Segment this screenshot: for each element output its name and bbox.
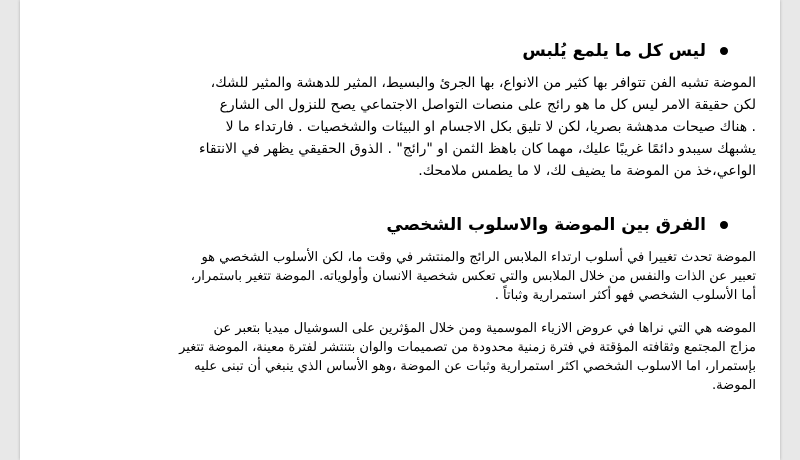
text-line: لكن حقيقة الامر ليس كل ما هو رائج على منصات التواصل الاجتماعي يصح للنزول الى الشارع: [219, 97, 756, 113]
section-heading-2: [44, 212, 756, 238]
text-line: تعبير عن الذات والنفس من خلال الملابس والتي تعكس شخصية الانسان وأولوياته. الموضة تتغير باستمرار،: [190, 269, 756, 284]
text-line: أما الأسلوب الشخصي فهو أكثر استمرارية وثباتاً .: [494, 288, 756, 303]
text-line: الموضه هي التي نراها في عروض الازياء الموسمية ومن خلال المؤثرين على السوشيال ميديا بتعبر عن: [213, 321, 756, 336]
paragraph-1: [44, 72, 756, 182]
document-content: [44, 38, 756, 395]
paragraph-2: [44, 248, 756, 305]
document-page: [20, 0, 780, 460]
text-line: الواعي،خذ من الموضة ما يضيف لك، لا ما يطمس ملامحك.: [418, 163, 756, 179]
text-line: . هناك صيحات مدهشة بصريا، لكن لا تليق بكل الاجسام او البيئات والشخصيات . فارتداء ما لا: [225, 119, 756, 135]
bullet-icon: [720, 47, 728, 55]
section-heading-1: [44, 38, 756, 64]
text-line: الموضة تحدث تغييرا في أسلوب ارتداء الملابس الرائج والمنتشر في وقت ما، لكن الأسلوب الشخصي هو: [201, 250, 756, 265]
text-line: الموضة.: [712, 378, 756, 393]
text-line: الموضة تشبه الفن تتوافر بها كثير من الانواع، بها الجرئ والبسيط، المثير للدهشة والمثير للشك،: [210, 75, 756, 91]
heading-text: ليس كل ما يلمع يُلبس: [522, 41, 706, 61]
heading-text: الفرق بين الموضة والاسلوب الشخصي: [386, 215, 706, 235]
text-line: مزاج المجتمع وثقافته المؤقتة في فترة زمنية محدودة من تصميمات والوان بتنتشر لفترة معينة، الموضة تتغير: [179, 340, 756, 355]
text-line: بإستمرار، اما الاسلوب الشخصي اكثر استمرارية وثبات عن الموضة ،وهو الأساس الذي ينبغي أن تبنى عليه: [194, 359, 756, 374]
text-line: يشبهك سيبدو دائمًا غريبًا عليك، مهما كان باهظ الثمن او "رائج" . الذوق الحقيقي يظهر في الانتقاء: [199, 141, 756, 157]
paragraph-3: [44, 319, 756, 395]
bullet-icon: [720, 221, 728, 229]
